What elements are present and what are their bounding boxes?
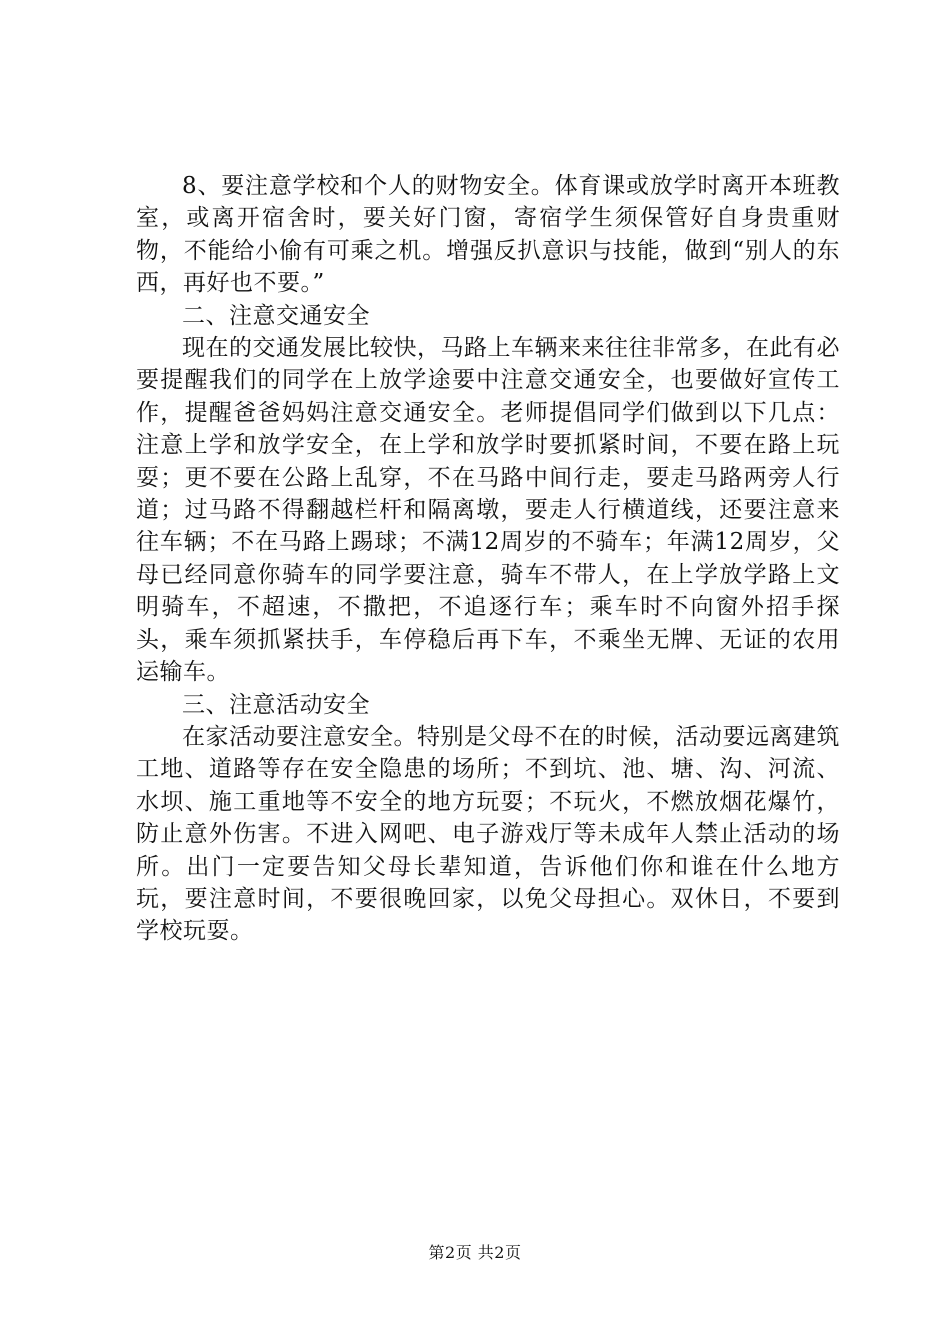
heading-activity-safety: 三、注意活动安全	[182, 691, 370, 718]
document-body	[136, 170, 840, 948]
paragraph-property-safety: 8、要注意学校和个人的财物安全。体育课或放学时离开本班教室，或离开宿舍时，要关好门窗，寄宿学生须保管好自身贵重财物，不能给小偷有可乘之机。增强反扒意识与技能，做到“别人的东西，再好也不要。”	[136, 173, 840, 297]
paragraph-traffic-safety: 现在的交通发展比较快，马路上车辆来来往往非常多，在此有必要提醒我们的同学在上放学途要中注意交通安全，也要做好宣传工作，提醒爸爸妈妈注意交通安全。老师提倡同学们做到以下几点：注意上学和放学安全，在上学和放学时要抓紧时间，不要在路上玩耍；更不要在公路上乱穿，不在马路中间行走，要走马路两旁人行道；过马路不得翻越栏杆和隔离墩，要走人行横道线，还要注意来往车辆；不在马路上踢球；不满12周岁的不骑车；年满12周岁，父母已经同意你骑车的同学要注意，骑车不带人，在上学放学路上文明骑车，不超速，不撒把，不追逐行车；乘车时不向窗外招手探头，乘车须抓紧扶手，车停稳后再下车，不乘坐无牌、无证的农用运输车。	[136, 335, 840, 686]
paragraph-activity-safety: 在家活动要注意安全。特别是父母不在的时候，活动要远离建筑工地、道路等存在安全隐患的场所；不到坑、池、塘、沟、河流、水坝、施工重地等不安全的地方玩耍；不玩火，不燃放烟花爆竹，防止意外伤害。不进入网吧、电子游戏厅等未成年人禁止活动的场所。出门一定要告知父母长辈知道，告诉他们你和谁在什么地方玩，要注意时间，不要很晚回家，以免父母担心。双休日，不要到学校玩耍。	[136, 723, 840, 945]
heading-traffic-safety: 二、注意交通安全	[182, 302, 370, 329]
page-footer: 第2页 共2页	[428, 1243, 522, 1262]
